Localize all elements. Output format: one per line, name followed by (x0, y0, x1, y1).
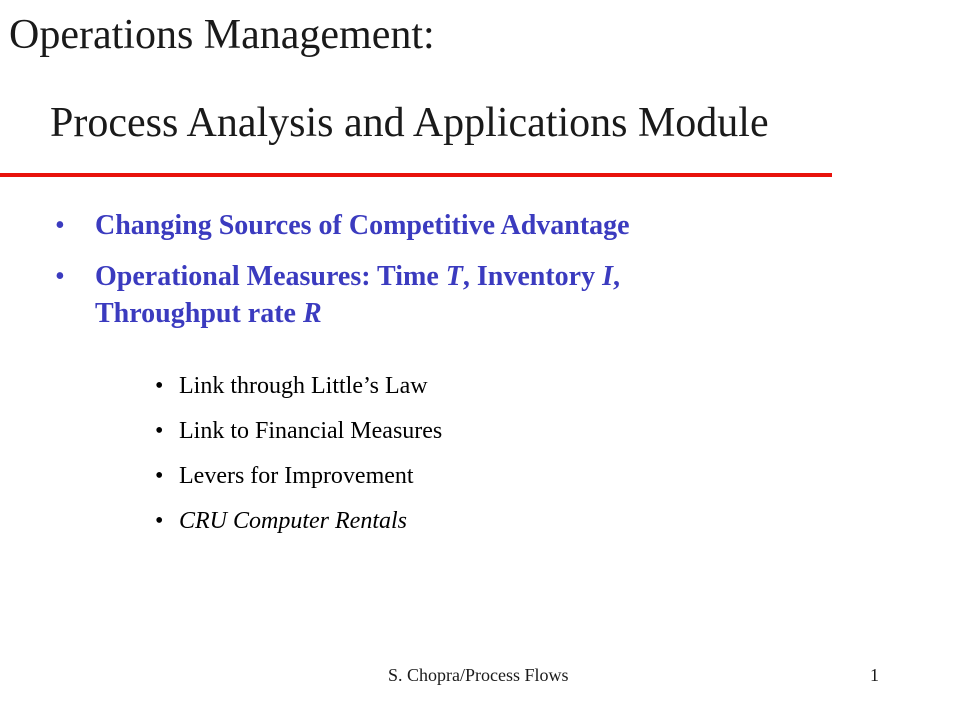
bullet-item (55, 258, 855, 332)
bullet-text-variable-t: T (445, 261, 463, 292)
slide-footer: S. Chopra/Process Flows (388, 665, 569, 685)
bullet-dot-icon: • (155, 418, 164, 444)
bullet-dot-icon: • (55, 210, 65, 241)
sub-bullet-item (155, 371, 442, 401)
bullet-text-part: , (613, 261, 621, 292)
sub-bullet-item (155, 416, 442, 446)
bullet-list (55, 207, 855, 346)
slide-title-line-1: Operations Management: (9, 12, 435, 58)
sub-bullet-text: Link to Financial Measures (179, 418, 443, 444)
bullet-dot-icon: • (155, 508, 164, 534)
bullet-text-variable-r: R (302, 298, 322, 329)
sub-bullet-text: CRU Computer Rentals (179, 508, 407, 534)
bullet-text-part: Operational Measures: Time (95, 261, 446, 292)
bullet-text: Changing Sources of Competitive Advantage (95, 210, 630, 241)
bullet-dot-icon: • (55, 261, 65, 292)
bullet-dot-icon: • (155, 463, 164, 489)
sub-bullet-item (155, 461, 442, 491)
sub-bullet-text: Levers for Improvement (179, 463, 414, 489)
sub-bullet-text: Link through Little’s Law (179, 373, 428, 399)
bullet-item (55, 207, 855, 244)
bullet-dot-icon: • (155, 373, 164, 399)
title-divider-rule (0, 173, 832, 177)
slide-number: 1 (870, 665, 879, 685)
slide-title-line-2: Process Analysis and Applications Module (50, 100, 769, 146)
bullet-text-variable-i: I (602, 261, 614, 292)
sub-bullet-item (155, 506, 442, 536)
bullet-text-part: , Inventory (462, 261, 603, 292)
sub-bullet-list (155, 371, 442, 551)
bullet-text-part: Throughput rate (95, 298, 303, 329)
